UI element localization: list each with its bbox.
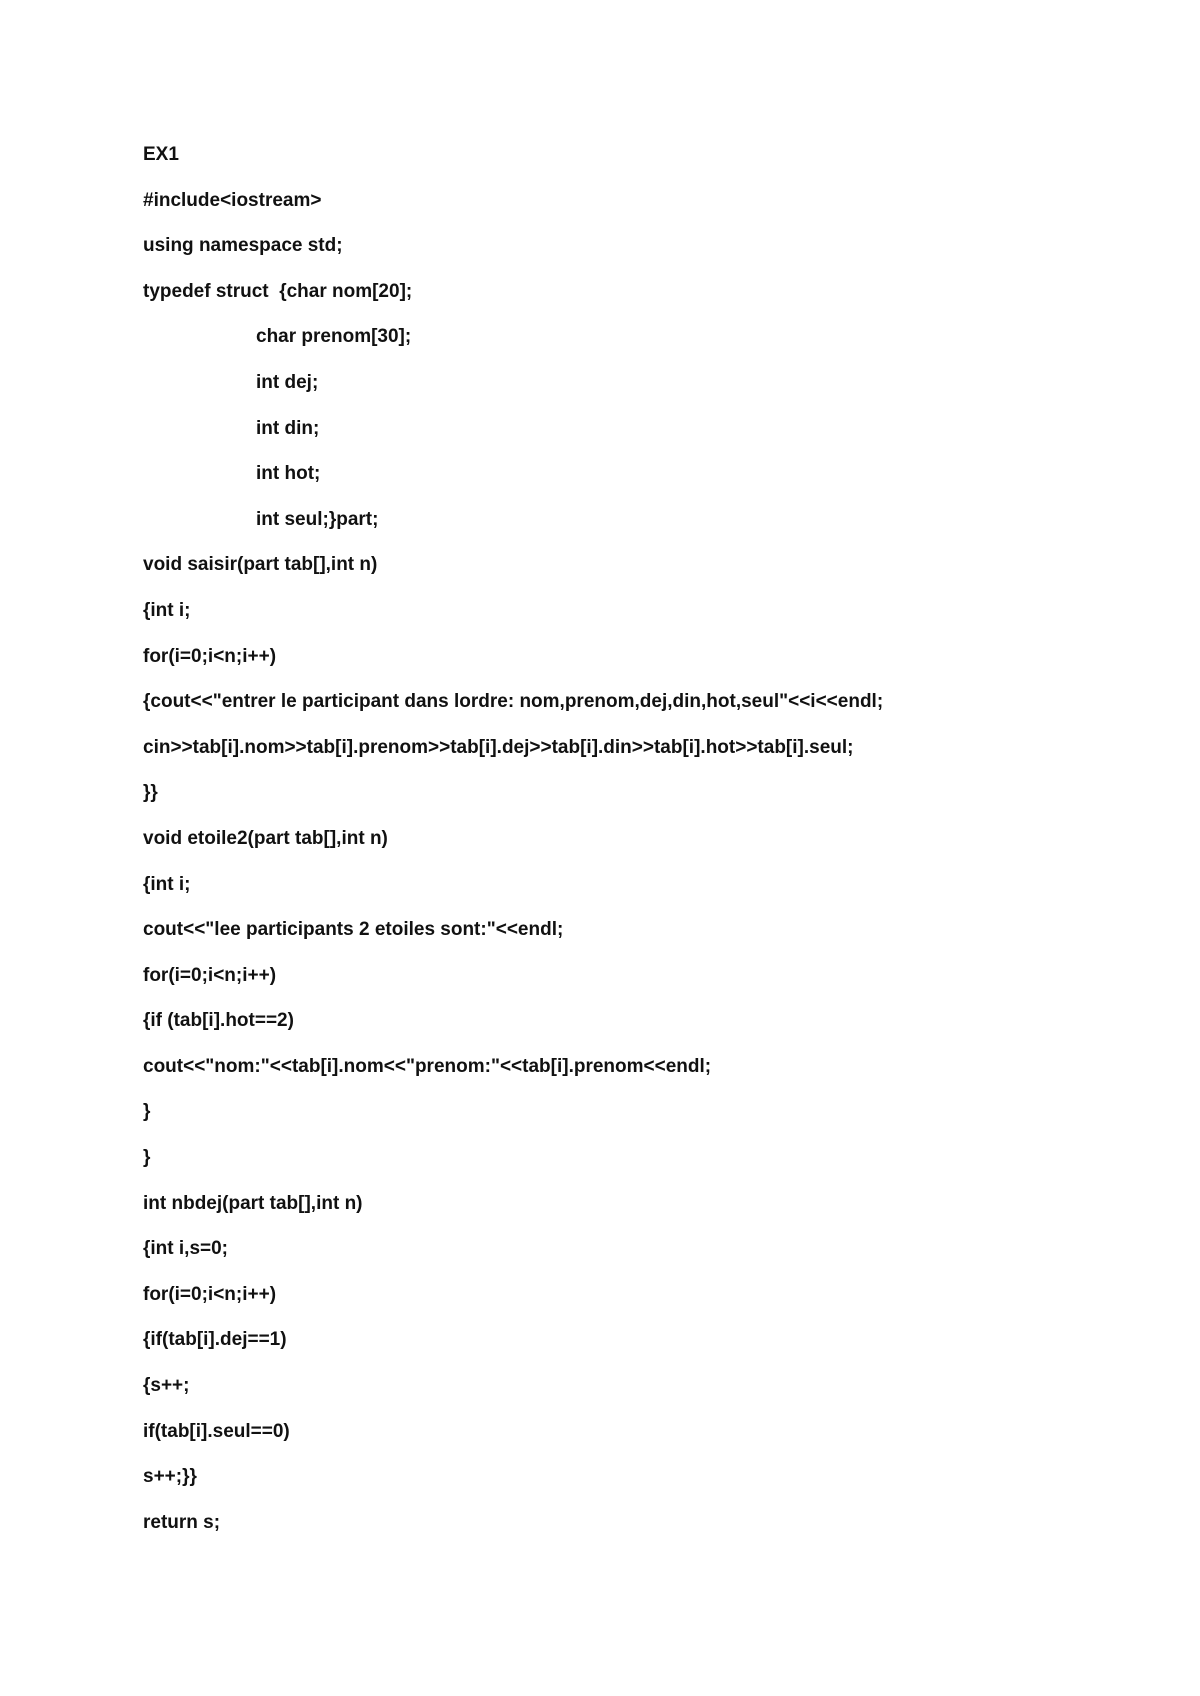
code-line: s++;}} — [143, 1466, 197, 1488]
code-line: {int i; — [143, 873, 191, 895]
code-line: int dej; — [256, 371, 319, 393]
code-line: {if (tab[i].hot==2) — [143, 1010, 294, 1032]
code-line: int seul;}part; — [256, 508, 379, 530]
code-line: void etoile2(part tab[],int n) — [143, 827, 388, 849]
code-line: for(i=0;i<n;i++) — [143, 964, 277, 986]
code-line: cin>>tab[i].nom>>tab[i].prenom>>tab[i].dej>>tab[i].din>>tab[i].hot>>tab[i].seul; — [143, 736, 854, 758]
code-block — [143, 142, 1143, 1555]
code-line: int nbdej(part tab[],int n) — [143, 1192, 363, 1214]
code-line: using namespace std; — [143, 235, 343, 257]
code-line: #include<iostream> — [143, 189, 322, 211]
code-line: int hot; — [256, 463, 321, 485]
code-line: return s; — [143, 1511, 221, 1533]
code-line: typedef struct {char nom[20]; — [143, 280, 413, 302]
code-line: {int i,s=0; — [143, 1238, 228, 1260]
code-line: cout<<"nom:"<<tab[i].nom<<"prenom:"<<tab[i].prenom<<endl; — [143, 1055, 712, 1077]
code-line: char prenom[30]; — [256, 326, 412, 348]
code-line: {cout<<"entrer le participant dans lordre: nom,prenom,dej,din,hot,seul"<<i<<endl; — [143, 691, 884, 713]
code-line: {if(tab[i].dej==1) — [143, 1329, 287, 1351]
code-line: } — [143, 1101, 151, 1123]
code-line: if(tab[i].seul==0) — [143, 1420, 290, 1442]
code-line: cout<<"lee participants 2 etoiles sont:"<<endl; — [143, 919, 564, 941]
code-line: {s++; — [143, 1375, 190, 1397]
code-line: for(i=0;i<n;i++) — [143, 1283, 277, 1305]
code-line: int din; — [256, 417, 320, 439]
code-line: void saisir(part tab[],int n) — [143, 554, 378, 576]
code-line: for(i=0;i<n;i++) — [143, 645, 277, 667]
section-heading: EX1 — [143, 144, 179, 165]
code-line: } — [143, 1147, 151, 1169]
code-line: {int i; — [143, 599, 191, 621]
code-line: }} — [143, 782, 158, 804]
